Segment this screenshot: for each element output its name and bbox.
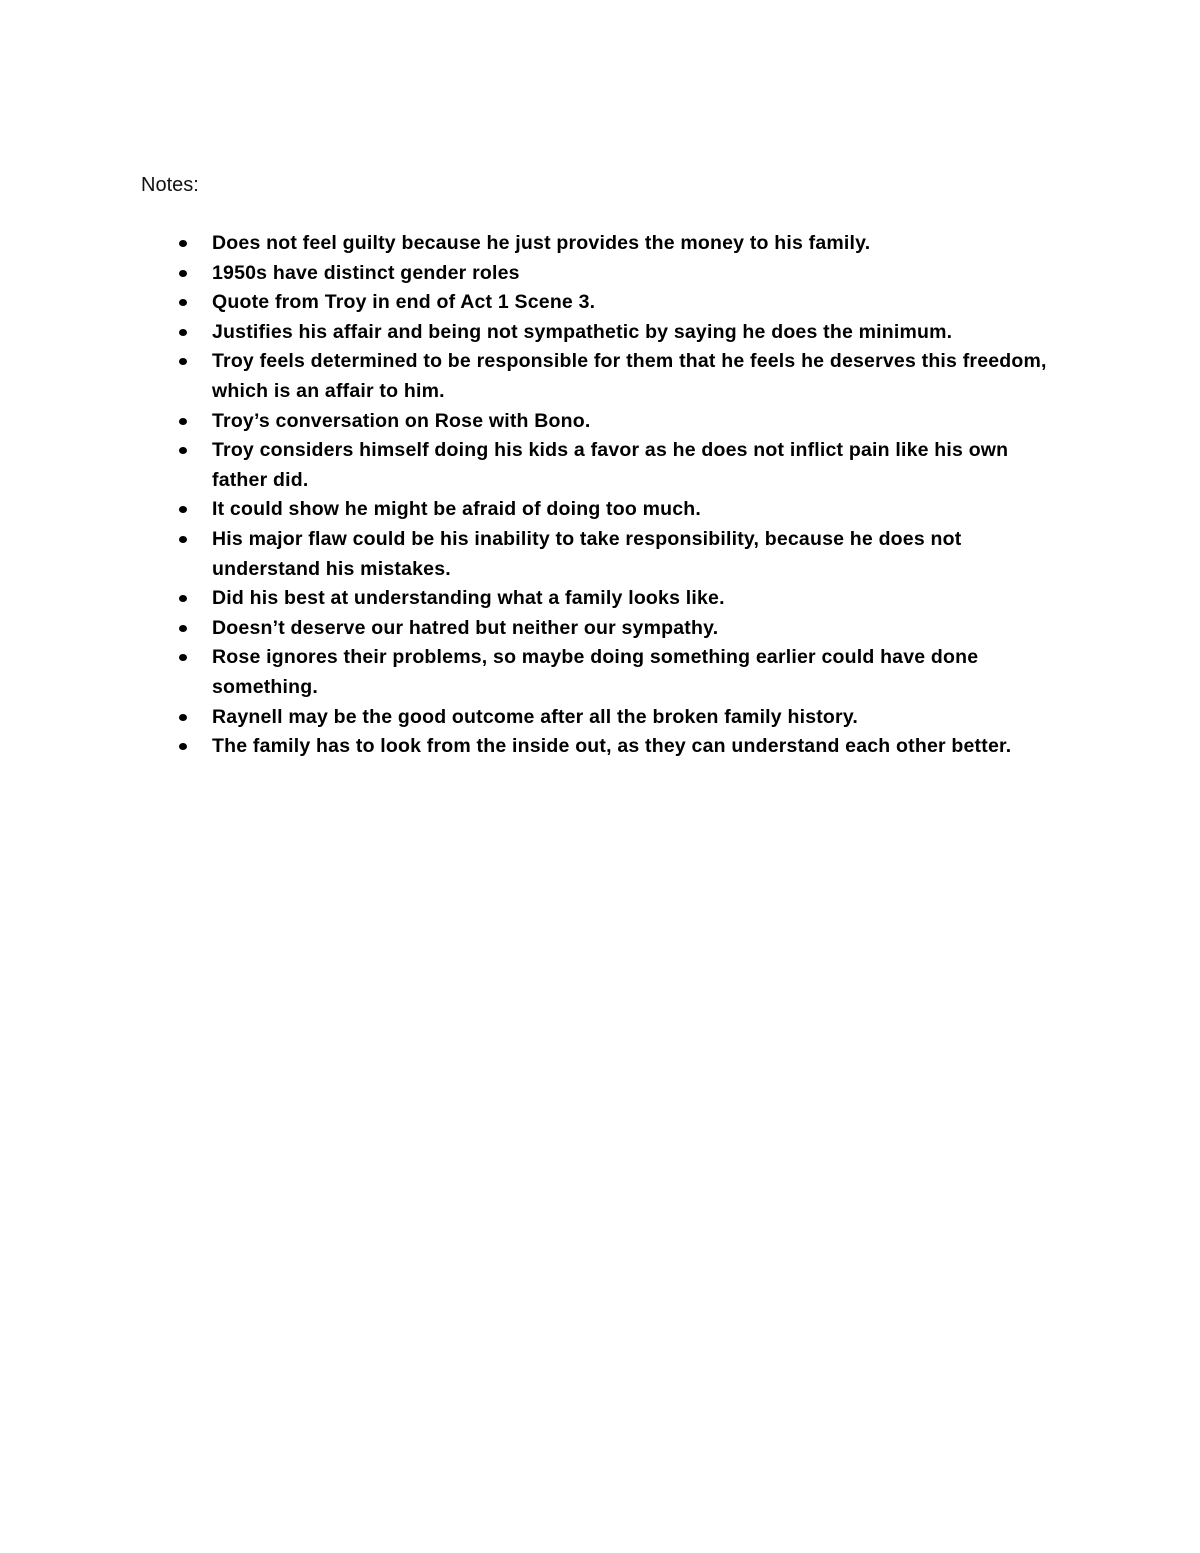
list-item (176, 732, 1056, 762)
list-item (176, 495, 1056, 525)
list-item-text: Does not feel guilty because he just provides the money to his family. (212, 232, 871, 254)
bullet-icon (179, 358, 187, 365)
bullet-icon (179, 506, 187, 513)
notes-heading: Notes: (141, 174, 199, 196)
list-item (176, 347, 1056, 406)
list-item (176, 318, 1056, 348)
bullet-icon (179, 299, 187, 306)
list-item (176, 229, 1056, 259)
bullet-icon (179, 240, 187, 247)
list-item-text: The family has to look from the inside out, as they can understand each other better. (212, 735, 1012, 758)
bullet-icon (179, 714, 187, 721)
bullet-icon (179, 654, 187, 661)
bullet-icon (179, 625, 187, 632)
list-item (176, 703, 1056, 733)
list-item-text: It could show he might be afraid of doing too much. (212, 498, 702, 521)
list-item-text: 1950s have distinct gender roles (212, 261, 520, 284)
list-item-text: Troy feels determined to be responsible for them that he feels he deserves this freedom, which is an affair to him. (212, 350, 1047, 402)
bullet-icon (179, 270, 187, 277)
list-item (176, 436, 1056, 495)
bullet-icon (179, 743, 187, 750)
bullet-icon (179, 536, 187, 543)
list-item (176, 643, 1056, 702)
list-item (176, 525, 1056, 584)
list-item-text: Justifies his affair and being not sympathetic by saying he does the minimum. (212, 320, 953, 343)
list-item-text: Doesn’t deserve our hatred but neither our sympathy. (212, 616, 719, 639)
list-item-text: Quote from Troy in end of Act 1 Scene 3. (212, 291, 596, 314)
bullet-icon (179, 447, 187, 454)
bullet-icon (179, 418, 187, 425)
list-item (176, 259, 1056, 289)
list-item-text: Raynell may be the good outcome after all the broken family history. (212, 705, 859, 728)
list-item (176, 407, 1056, 437)
list-item-text: Troy’s conversation on Rose with Bono. (212, 409, 591, 432)
list-item (176, 288, 1056, 318)
list-item-text: Troy considers himself doing his kids a favor as he does not inflict pain like his own father did. (212, 439, 1009, 491)
list-item (176, 614, 1056, 644)
notes-list (176, 229, 1056, 762)
bullet-icon (179, 595, 187, 602)
list-item-text: His major flaw could be his inability to take responsibility, because he does not understand his mistakes. (212, 527, 962, 580)
list-item (176, 584, 1056, 614)
bullet-icon (179, 329, 187, 336)
list-item-text: Did his best at understanding what a family looks like. (212, 587, 725, 610)
list-item-text: Rose ignores their problems, so maybe doing something earlier could have done something. (212, 646, 979, 698)
